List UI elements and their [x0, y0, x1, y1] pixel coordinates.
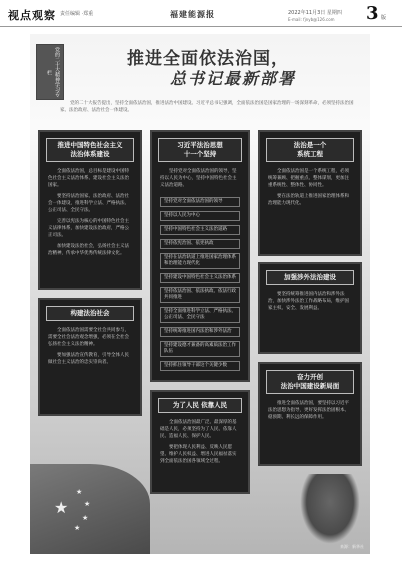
section-editor: 责任编辑 ·郑重	[60, 11, 94, 17]
star-icon: ★	[82, 514, 89, 522]
panel-paragraph: 要在法治轨道上推进国家治理体系和治理能力现代化。	[268, 194, 349, 206]
panel-eleven-adherences	[150, 130, 250, 382]
panel-heading	[266, 370, 354, 394]
panel-body	[40, 162, 140, 265]
panel-paragraph: 全面依法治国，总目标是建设中国特色社会主义法治体系、建设社会主义法治国家。	[48, 169, 129, 188]
contact-email: E-mail: fjnyb@126.com	[288, 17, 335, 22]
panel-paragraph: 要把体现人民利益、反映人民愿望、维护人民权益、增进人民福祉落实到全面依法治国各领域全过程。	[160, 445, 237, 464]
panel-paragraph: 全面依法治国是一个系统工程，必须统筹兼顾、把握重点、整体谋划，更加注重系统性、整体性、协同性。	[268, 169, 349, 188]
panel-heading-line-1: 法治是一个	[293, 141, 327, 149]
image-credit: 来源：新华社	[340, 544, 364, 549]
panel-heading	[266, 138, 354, 162]
adherence-list	[152, 193, 248, 379]
list-item: 坚持建设德才兼备的高素质法治工作队伍	[160, 341, 240, 357]
panel-heading	[46, 138, 134, 162]
headline-line-2: 总书记最新部署	[170, 69, 297, 88]
list-item: 坚持在法治轨道上推进国家治理体系和治理能力现代化	[160, 253, 240, 269]
list-item: 坚持依法治国、依法执政、依法行政共同推进	[160, 287, 240, 303]
newspaper-name: 福建能源报	[170, 9, 215, 19]
star-icon: ★	[54, 498, 69, 517]
list-item: 坚持党对全面依法治国的领导	[160, 197, 240, 207]
panel-foreign-related-law	[258, 262, 362, 354]
panel-paragraph: 加快建设法治社会，弘扬社会主义法治精神，传承中华优秀传统法律文化。	[48, 244, 129, 256]
panel-legal-system	[38, 130, 142, 290]
issue-date: 2022年11月3日 星期四	[288, 10, 342, 16]
page-header	[0, 0, 402, 27]
panel-new-situation	[258, 362, 362, 466]
panel-heading: 加强涉外法治建设	[266, 270, 354, 285]
list-item: 坚持依宪治国、依宪执政	[160, 239, 240, 249]
panel-for-the-people	[150, 390, 250, 494]
headline-line-1: 推进全面依法治国，	[127, 49, 289, 69]
star-icon: ★	[84, 500, 91, 508]
list-item: 坚持统筹推进国内法治和涉外法治	[160, 327, 240, 337]
panel-heading-line-1: 奋力开创	[297, 373, 323, 381]
lion-statue-icon	[300, 474, 360, 544]
panel-body	[260, 394, 360, 429]
panel-paragraph: 完善以宪法为核心的中国特色社会主义法律体系，加快建设法治政府，严格公正司法。	[48, 219, 129, 238]
panel-paragraph: 要坚持统筹推进国内法治和涉外法治，加快涉外法治工作战略布局，维护国家主权、安全、发展利益。	[268, 292, 349, 311]
panel-paragraph: 推进全面依法治国，要坚持以习近平法治思想为指导，更好发挥法治固根本、稳预期、利长远的保障作用。	[268, 401, 349, 420]
panel-body	[152, 162, 248, 189]
star-icon: ★	[76, 488, 83, 496]
column-stamp: 党的二十大精神学习专栏	[36, 44, 64, 100]
panel-heading-line-2: 法治中国建设新局面	[280, 382, 340, 390]
list-item: 坚持建设中国特色社会主义法治体系	[160, 273, 240, 283]
panel-body	[40, 321, 140, 374]
feature-poster	[30, 34, 370, 554]
list-item: 坚持抓住领导干部这个关键少数	[160, 361, 240, 371]
panel-rule-of-law-society	[38, 298, 142, 416]
panel-paragraph: 坚持党对全面依法治国的领导，坚持以人民为中心，坚持中国特色社会主义法治道路。	[160, 169, 237, 188]
list-item: 坚持中国特色社会主义法治道路	[160, 225, 240, 235]
page-number: 3	[366, 3, 379, 24]
list-item: 坚持全面推进科学立法、严格执法、公正司法、全民守法	[160, 307, 240, 323]
panel-heading	[158, 138, 243, 162]
panel-paragraph: 全面依法治国最广泛、最深厚的基础是人民，必须坚持为了人民、依靠人民、造福人民、保护人民。	[160, 420, 237, 439]
panel-body	[260, 285, 360, 320]
intro-paragraph: 党的二十大报告提出，坚持全面依法治国，推进法治中国建设。习近平总书记强调，全面依法治国是国家治理的一场深刻革命，必须坚持法治国家、法治政府、法治社会一体建设。	[60, 101, 354, 113]
section-name: 视点观察	[8, 9, 56, 22]
panel-body	[152, 413, 248, 473]
panel-heading-line-2: 十一个坚持	[183, 150, 217, 158]
panel-heading: 构建法治社会	[46, 306, 134, 321]
star-icon: ★	[74, 524, 81, 532]
panel-systems-project	[258, 130, 362, 256]
list-item: 坚持以人民为中心	[160, 211, 240, 221]
panel-paragraph: 全面依法治国需要全社会共同参与，需要全社会法治观念增强，必须在全社会弘扬社会主义法治精神。	[48, 328, 129, 347]
page-number-label: 版	[381, 15, 387, 21]
panel-paragraph: 要加强法治宣传教育，引导全体人民做社会主义法治的忠实崇尚者。	[48, 353, 129, 365]
panel-paragraph: 要坚持法治国家、法治政府、法治社会一体建设，推进科学立法、严格执法、公正司法、全民守法。	[48, 194, 129, 213]
flag-decoration	[30, 464, 150, 554]
panel-heading-line-1: 习近平法治思想	[177, 141, 223, 149]
panel-heading-line-2: 法治体系建设	[70, 150, 110, 158]
panel-heading-line-1: 推进中国特色社会主义	[57, 141, 123, 149]
panel-body	[260, 162, 360, 215]
panel-heading-line-2: 系统工程	[297, 150, 323, 158]
panel-heading: 为了人民 依靠人民	[158, 398, 243, 413]
